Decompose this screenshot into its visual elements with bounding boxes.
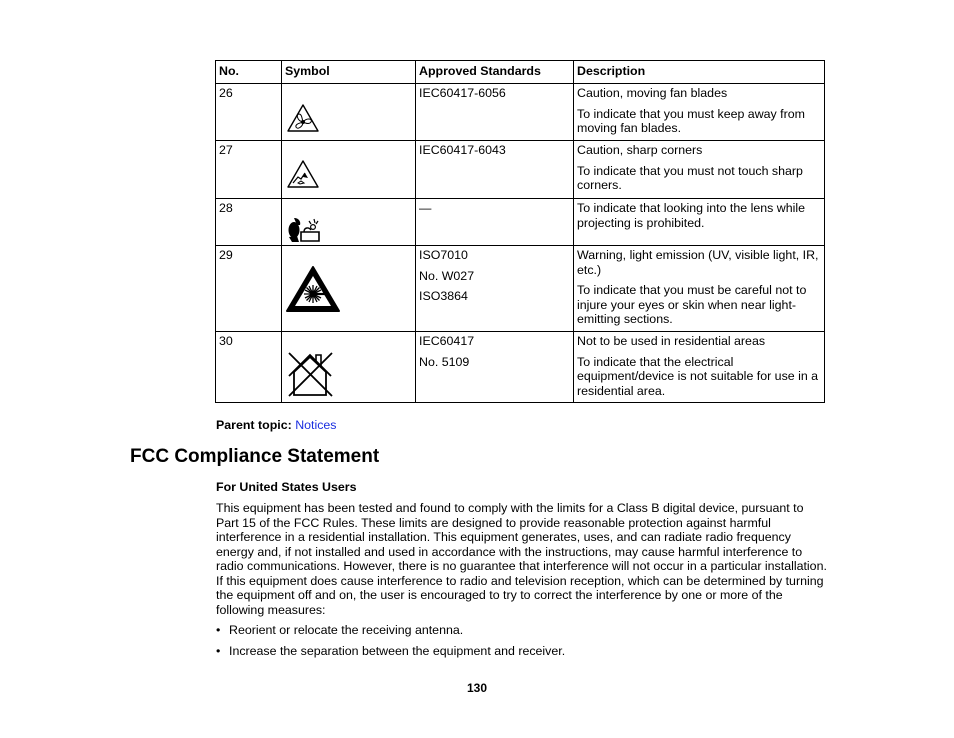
parent-topic [216, 418, 337, 432]
section-title: FCC Compliance Statement [130, 446, 380, 467]
symbol-cell [282, 246, 416, 332]
description-text: To indicate that looking into the lens while projecting is prohibited. [577, 201, 805, 230]
row-number: 30 [216, 332, 282, 403]
symbol-cell [282, 199, 416, 246]
list-item [216, 623, 565, 644]
description-cell [574, 246, 825, 332]
not-for-residential-use-icon [286, 350, 334, 398]
symbol-cell [282, 84, 416, 141]
header-approved-standards: Approved Standards [416, 61, 574, 84]
table-row [216, 84, 825, 141]
standards-cell [416, 332, 574, 403]
table-row [216, 141, 825, 199]
description-title: Caution, moving fan blades [577, 86, 728, 100]
list-item-text: Increase the separation between the equipment and receiver. [229, 644, 566, 658]
list-item-text: Reorient or relocate the receiving antenna. [229, 623, 464, 637]
description-text: To indicate that you must keep away from moving fan blades. [577, 106, 805, 135]
symbol-cell [282, 332, 416, 403]
row-number: 28 [216, 199, 282, 246]
standards-cell [416, 199, 574, 246]
description-text: To indicate that the electrical equipment/device is not suitable for use in a residential area. [577, 354, 819, 398]
standard-label: IEC60417-6056 [419, 86, 506, 100]
description-title: Not to be used in residential areas [577, 334, 766, 348]
laser-warning-icon [285, 265, 341, 313]
description-cell [574, 141, 825, 199]
header-no: No. [216, 61, 282, 84]
notices-link[interactable]: Notices [295, 418, 337, 432]
standards-cell [416, 246, 574, 332]
row-number: 29 [216, 246, 282, 332]
standard-label: ISO3864 [419, 289, 468, 303]
standards-cell [416, 84, 574, 141]
standard-label: IEC60417-6043 [419, 143, 506, 157]
header-description: Description [574, 61, 825, 84]
bullet-icon: • [216, 623, 221, 637]
description-text: To indicate that you must be careful not to injure your eyes or skin when near light-emitting sections. [577, 283, 807, 326]
list-item [216, 644, 565, 665]
description-title: Warning, light emission (UV, visible light, IR, etc.) [577, 248, 819, 277]
standard-label: No. W027 [419, 268, 475, 283]
row-number: 27 [216, 141, 282, 199]
symbol-cell [282, 141, 416, 199]
standard-label: No. 5109 [419, 354, 470, 369]
description-text: To indicate that you must not touch sharp corners. [577, 163, 803, 192]
table-row [216, 246, 825, 332]
description-cell [574, 199, 825, 246]
sharp-corners-icon [286, 159, 320, 189]
section-subtitle: For United States Users [216, 480, 357, 494]
symbols-table [215, 60, 825, 403]
moving-fan-blades-icon [286, 103, 320, 133]
description-cell [574, 84, 825, 141]
description-title: Caution, sharp corners [577, 143, 703, 157]
table-header-row [216, 61, 825, 84]
no-looking-into-lens-icon [285, 215, 321, 243]
standards-cell [416, 141, 574, 199]
row-number: 26 [216, 84, 282, 141]
standard-label: IEC60417 [419, 334, 475, 348]
parent-topic-label: Parent topic: [216, 418, 292, 432]
standard-label: ISO7010 [419, 248, 468, 262]
bullet-icon: • [216, 644, 221, 658]
header-symbol: Symbol [282, 61, 416, 84]
table-row [216, 332, 825, 403]
fcc-paragraph: This equipment has been tested and found to comply with the limits for a Class B digital device, pursuant to Part 15 of the FCC Rules. These limits are designed to provide reasonable protection against harmful interference in a residential installation. This equipment generates, uses, and can radiate radio frequency energy and, if not installed and used in accordance with the instructions, may cause harmful interference to radio communications. However, there is no guarantee that interference will not occur in a particular installation. If this equipment does cause interference to radio and television reception, which can be determined by turning the equipment off and on, the user is encouraged to try to correct the interference by one or more of the following measures: [216, 501, 827, 617]
description-cell [574, 332, 825, 403]
measures-list [216, 623, 565, 665]
standard-label: — [419, 201, 432, 215]
table-row [216, 199, 825, 246]
page-number: 130 [466, 681, 488, 695]
